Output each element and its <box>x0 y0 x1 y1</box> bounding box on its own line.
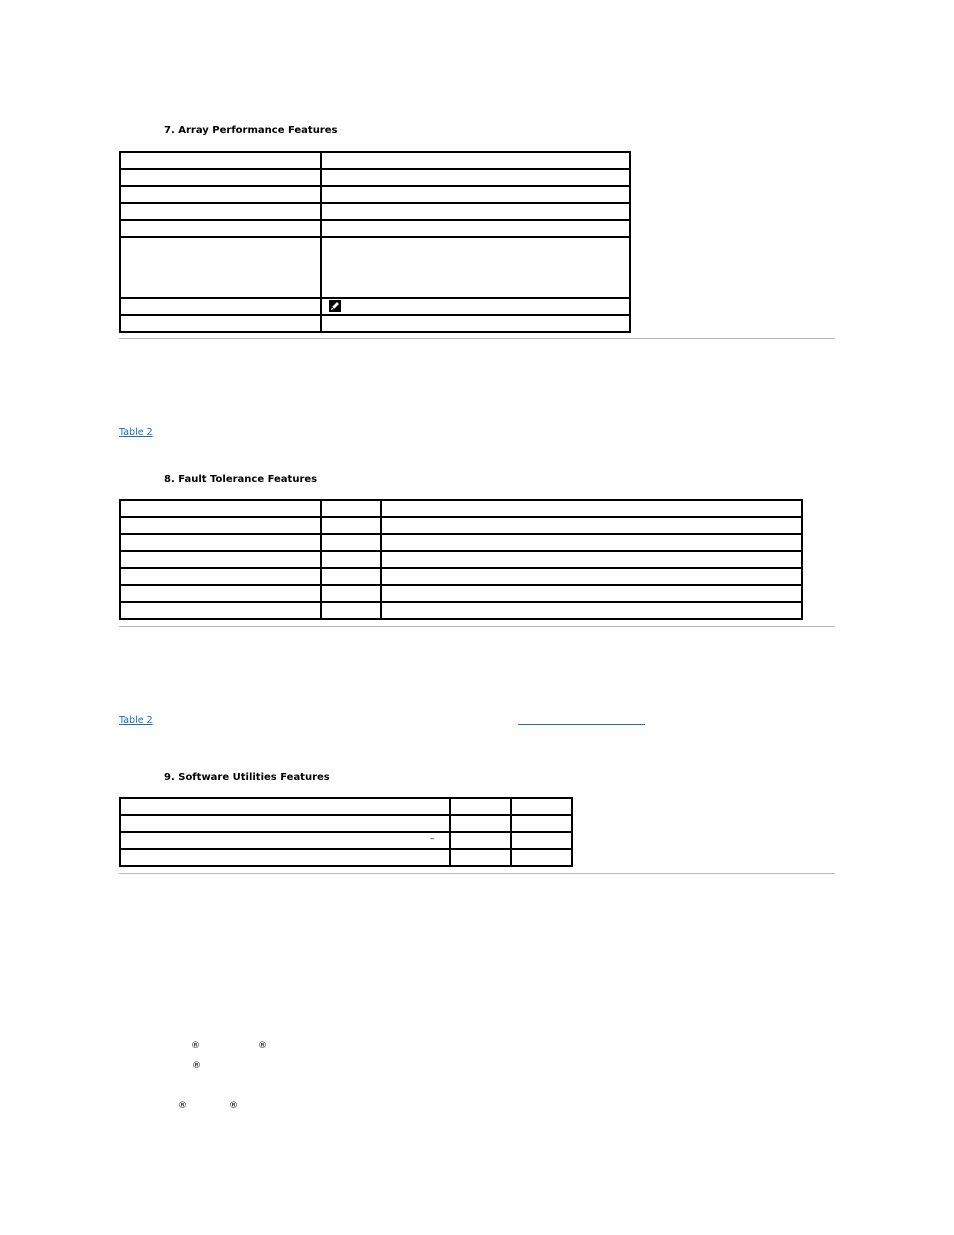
fault-tolerance-table <box>119 499 803 620</box>
section-divider <box>119 338 835 339</box>
table-row <box>120 832 572 849</box>
table-2-link[interactable]: Table 2 <box>119 427 153 438</box>
table-row <box>120 585 802 602</box>
section-divider <box>119 626 835 627</box>
registered-mark: ® <box>229 1101 238 1111</box>
table-row <box>120 798 572 815</box>
section-heading-software-utilities: 9. Software Utilities Features <box>164 772 330 783</box>
section-heading-fault-tolerance: 8. Fault Tolerance Features <box>164 474 318 485</box>
registered-mark: ® <box>192 1061 201 1071</box>
registered-mark: ® <box>178 1101 187 1111</box>
table-row <box>120 237 630 298</box>
table-row <box>120 298 630 315</box>
table-row <box>120 315 630 332</box>
software-utilities-table <box>119 797 573 867</box>
table-row <box>120 220 630 237</box>
hyperlink-underline[interactable] <box>518 724 645 725</box>
table-row <box>120 152 630 169</box>
note-pencil-icon <box>329 300 341 312</box>
table-2-link[interactable]: Table 2 <box>119 715 153 726</box>
section-divider <box>119 873 835 874</box>
table-row <box>120 568 802 585</box>
table-row <box>120 517 802 534</box>
table-row <box>120 602 802 619</box>
table-row <box>120 500 802 517</box>
section-heading-array-performance: 7. Array Performance Features <box>164 125 338 136</box>
registered-mark: ® <box>191 1041 200 1051</box>
dash-mark: – <box>430 834 435 844</box>
table-row <box>120 203 630 220</box>
registered-mark: ® <box>258 1041 267 1051</box>
table-row <box>120 169 630 186</box>
table-row <box>120 186 630 203</box>
table-row <box>120 551 802 568</box>
table-row <box>120 815 572 832</box>
array-performance-table <box>119 151 631 333</box>
table-row <box>120 849 572 866</box>
table-row <box>120 534 802 551</box>
